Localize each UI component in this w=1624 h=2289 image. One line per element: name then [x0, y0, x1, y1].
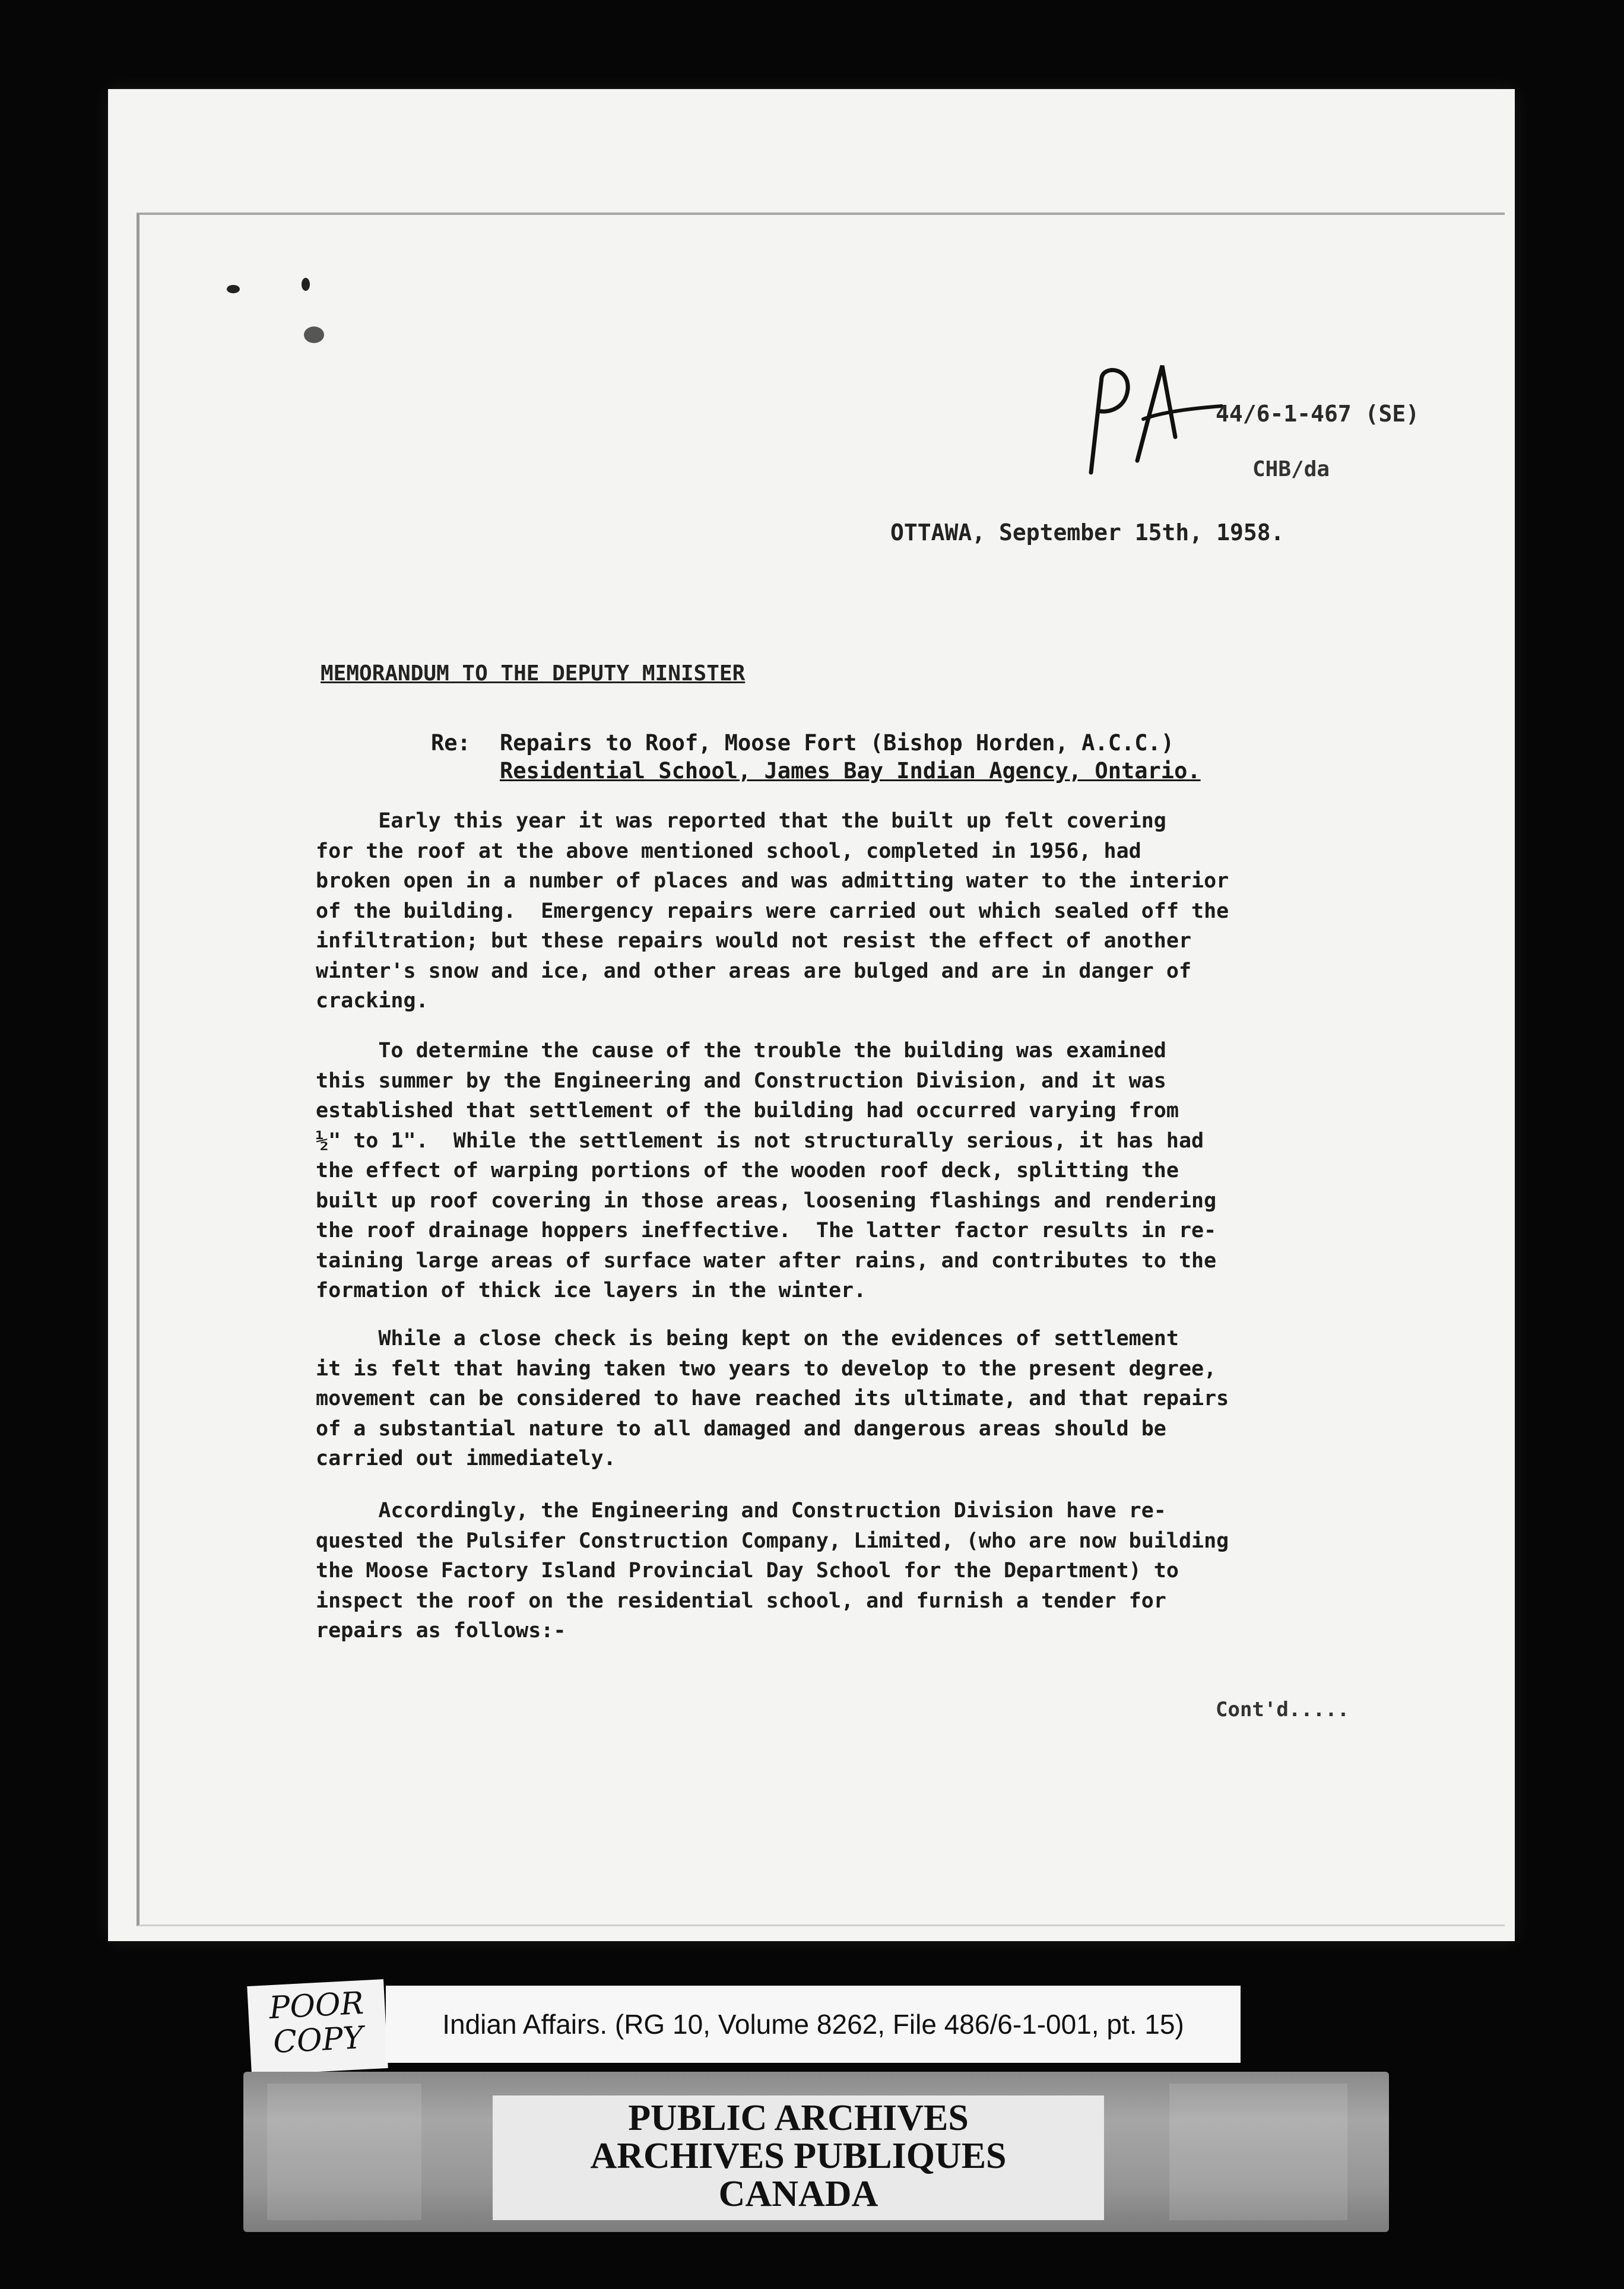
poor-copy-text: COPY: [272, 2020, 364, 2060]
stamp-line: PUBLIC ARCHIVES: [628, 2098, 969, 2138]
text-line: winter's snow and ice, and other areas are bulged and are in danger of: [316, 959, 1192, 983]
ink-smudge: [227, 285, 240, 293]
re-label: Re:: [431, 730, 471, 756]
text-line: To determine the cause of the trouble the building was examined: [316, 1039, 1166, 1063]
text-line: for the roof at the above mentioned school, completed in 1956, had: [316, 839, 1141, 863]
text-line: this summer by the Engineering and Construction Division, and it was: [316, 1069, 1166, 1093]
text-line: the effect of warping portions of the wooden roof deck, splitting the: [316, 1159, 1179, 1182]
text-line: ½" to 1". While the settlement is not structurally serious, it has had: [316, 1128, 1204, 1153]
text-line: Accordingly, the Engineering and Construction Division have re-: [316, 1499, 1166, 1523]
text-line: formation of thick ice layers in the winter.: [316, 1279, 867, 1302]
text-line: inspect the roof on the residential school, and furnish a tender for: [316, 1589, 1166, 1613]
paragraph: [316, 1324, 1408, 1474]
handwritten-initials: [1073, 354, 1239, 484]
file-reference: 44/6-1-467 (SE): [1216, 401, 1420, 427]
text-line: taining large areas of surface water after rains, and contributes to the: [316, 1248, 1217, 1273]
text-line: infiltration; but these repairs would not resist the effect of another: [316, 929, 1192, 953]
archive-reference-label: Indian Affairs. (RG 10, Volume 8262, File 486/6-1-001, pt. 15): [386, 1986, 1241, 2063]
tape-segment: [1169, 2084, 1347, 2220]
continued-marker: Cont'd.....: [1216, 1698, 1350, 1721]
text-line: While a close check is being kept on the evidences of settlement: [316, 1327, 1179, 1350]
text-line: of the building. Emergency repairs were carried out which sealed off the: [316, 899, 1229, 923]
text-line: carried out immediately.: [316, 1447, 616, 1470]
poor-copy-text: POOR: [268, 1985, 365, 2027]
text-line: the roof drainage hoppers ineffective. The latter factor results in re-: [316, 1219, 1217, 1242]
paragraph: [316, 806, 1408, 1016]
text-line: Early this year it was reported that the built up felt covering: [316, 809, 1166, 833]
memo-title: MEMORANDUM TO THE DEPUTY MINISTER: [321, 661, 746, 686]
text-line: built up roof covering in those areas, loosening flashings and rendering: [316, 1188, 1217, 1213]
paragraph: [316, 1036, 1408, 1306]
stamp-line: CANADA: [718, 2174, 878, 2214]
text-line: broken open in a number of places and was admitting water to the interior: [316, 869, 1229, 893]
poor-copy-tag: [247, 1979, 388, 2075]
ink-smudge: [304, 326, 324, 343]
archive-stamp: [493, 2095, 1104, 2220]
ink-smudge: [302, 278, 310, 291]
text-line: the Moose Factory Island Provincial Day School for the Department) to: [316, 1559, 1179, 1583]
subject-line: Repairs to Roof, Moose Fort (Bishop Horden, A.C.C.): [500, 730, 1175, 756]
text-line: established that settlement of the building had occurred varying from: [316, 1099, 1179, 1123]
tape-segment: [267, 2084, 421, 2220]
paragraph: [316, 1496, 1408, 1646]
subject-line: Residential School, James Bay Indian Agency, Ontario.: [500, 758, 1201, 784]
text-line: of a substantial nature to all damaged and dangerous areas should be: [316, 1416, 1166, 1441]
stamp-line: ARCHIVES PUBLIQUES: [590, 2136, 1007, 2176]
text-line: repairs as follows:-: [316, 1619, 566, 1643]
text-line: quested the Pulsifer Construction Company, Limited, (who are now building: [316, 1529, 1229, 1553]
text-line: movement can be considered to have reached its ultimate, and that repairs: [316, 1387, 1229, 1410]
text-line: cracking.: [316, 989, 429, 1013]
typist-initials: CHB/da: [1252, 457, 1330, 481]
dateline: OTTAWA, September 15th, 1958.: [890, 519, 1284, 546]
text-line: it is felt that having taken two years to develop to the present degree,: [316, 1356, 1217, 1381]
